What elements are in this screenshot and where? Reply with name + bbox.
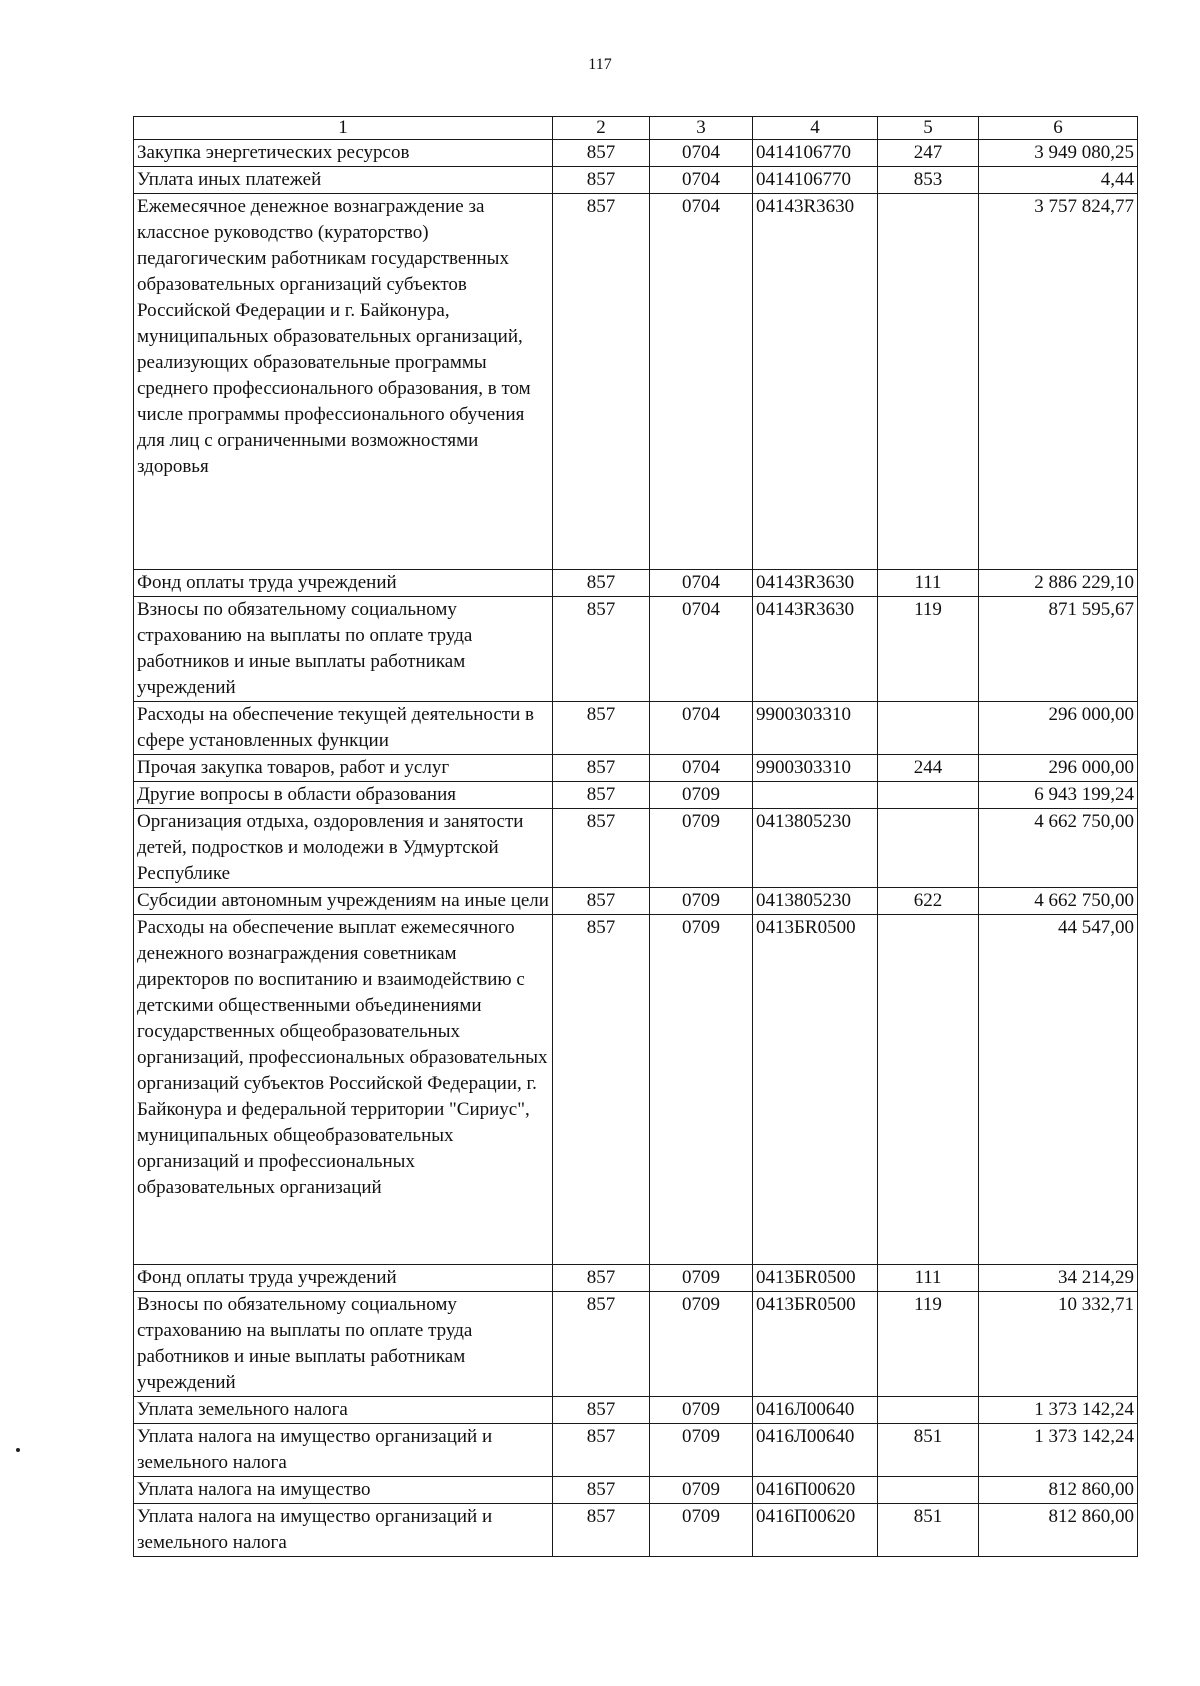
cell-c6: 4 662 750,00 [979,809,1138,888]
table-row [134,570,1138,597]
cell-c5 [878,194,979,570]
cell-c1: Уплата налога на имущество организаций и земельного налога [134,1504,553,1557]
cell-c3: 0709 [650,1292,753,1397]
header-cell: 5 [878,117,979,140]
cell-c4: 9900303310 [753,702,878,755]
cell-c4: 0416П00620 [753,1477,878,1504]
cell-c1: Субсидии автономным учреждениям на иные цели [134,888,553,915]
cell-c1: Другие вопросы в области образования [134,782,553,809]
cell-c6: 1 373 142,24 [979,1424,1138,1477]
cell-c4: 0413БR0500 [753,1265,878,1292]
cell-c1: Уплата иных платежей [134,167,553,194]
cell-c3: 0709 [650,1265,753,1292]
cell-c3: 0709 [650,1477,753,1504]
cell-c4: 9900303310 [753,755,878,782]
cell-c6: 2 886 229,10 [979,570,1138,597]
cell-c1: Организация отдыха, оздоровления и занятости детей, подростков и молодежи в Удмуртской Республике [134,809,553,888]
cell-c2: 857 [553,702,650,755]
header-cell: 6 [979,117,1138,140]
cell-c5 [878,1477,979,1504]
cell-c1: Ежемесячное денежное вознаграждение за классное руководство (кураторство) педагогическим работникам государственных образовательных организаций субъектов Российской Федерации и г. Байконура, муниципальных образовательных организаций, реализующих образовательные программы среднего профессионального образования, в том числе программы профессионального обучения для лиц с ограниченными возможностями здоровья [134,194,553,570]
cell-c3: 0709 [650,1504,753,1557]
table-row [134,782,1138,809]
page-number: 117 [588,56,612,73]
table-row [134,915,1138,1265]
cell-c2: 857 [553,570,650,597]
table-body [134,140,1138,1557]
cell-c4: 0414106770 [753,140,878,167]
table-row [134,167,1138,194]
cell-c4 [753,782,878,809]
table-row [134,194,1138,570]
cell-c2: 857 [553,1424,650,1477]
cell-c6: 10 332,71 [979,1292,1138,1397]
cell-c1: Уплата налога на имущество организаций и земельного налога [134,1424,553,1477]
cell-c6: 812 860,00 [979,1477,1138,1504]
cell-c6: 3 949 080,25 [979,140,1138,167]
cell-c6: 6 943 199,24 [979,782,1138,809]
cell-c5 [878,1397,979,1424]
cell-c1: Уплата земельного налога [134,1397,553,1424]
cell-c5: 119 [878,597,979,702]
table-row [134,1477,1138,1504]
cell-c1: Взносы по обязательному социальному страхованию на выплаты по оплате труда работников и иные выплаты работникам учреждений [134,597,553,702]
cell-c4: 0413805230 [753,809,878,888]
table-row [134,140,1138,167]
cell-c4: 0413805230 [753,888,878,915]
cell-c6: 44 547,00 [979,915,1138,1265]
cell-c1: Расходы на обеспечение выплат ежемесячного денежного вознаграждения советникам директоров по воспитанию и взаимодействию с детскими общественными объединениями государственных общеобразовательных организаций, профессиональных образовательных организаций субъектов Российской Федерации, г. Байконура и федеральной территории "Сириус", муниципальных общеобразовательных организаций и профессиональных образовательных организаций [134,915,553,1265]
cell-c2: 857 [553,1477,650,1504]
cell-c2: 857 [553,1292,650,1397]
cell-c5 [878,782,979,809]
table-row [134,1397,1138,1424]
cell-c6: 296 000,00 [979,702,1138,755]
cell-c2: 857 [553,1504,650,1557]
cell-c2: 857 [553,194,650,570]
cell-c3: 0704 [650,570,753,597]
cell-c5: 244 [878,755,979,782]
cell-c5: 111 [878,1265,979,1292]
cell-c2: 857 [553,167,650,194]
cell-c5: 851 [878,1424,979,1477]
table-row [134,1265,1138,1292]
cell-c6: 4,44 [979,167,1138,194]
cell-c1: Фонд оплаты труда учреждений [134,1265,553,1292]
cell-c4: 0413БR0500 [753,915,878,1265]
header-row [134,117,1138,140]
table-row [134,888,1138,915]
cell-c6: 1 373 142,24 [979,1397,1138,1424]
cell-c6: 34 214,29 [979,1265,1138,1292]
cell-c2: 857 [553,888,650,915]
table-row [134,755,1138,782]
cell-c2: 857 [553,140,650,167]
header-cell: 2 [553,117,650,140]
header-cell: 1 [134,117,553,140]
cell-c1: Фонд оплаты труда учреждений [134,570,553,597]
cell-c5 [878,915,979,1265]
cell-c5 [878,702,979,755]
cell-c3: 0704 [650,755,753,782]
table-row [134,702,1138,755]
cell-c2: 857 [553,809,650,888]
header-cell: 3 [650,117,753,140]
table-row [134,1292,1138,1397]
cell-c4: 0416Л00640 [753,1397,878,1424]
cell-c4: 0413БR0500 [753,1292,878,1397]
cell-c2: 857 [553,915,650,1265]
cell-c3: 0709 [650,1397,753,1424]
cell-c4: 04143R3630 [753,194,878,570]
cell-c4: 04143R3630 [753,597,878,702]
cell-c5: 622 [878,888,979,915]
cell-c5: 853 [878,167,979,194]
budget-table [133,116,1138,1557]
cell-c4: 04143R3630 [753,570,878,597]
cell-c3: 0709 [650,809,753,888]
cell-c3: 0704 [650,167,753,194]
cell-c1: Уплата налога на имущество [134,1477,553,1504]
cell-c3: 0709 [650,782,753,809]
table-row [134,597,1138,702]
cell-c3: 0704 [650,597,753,702]
cell-c5: 247 [878,140,979,167]
cell-c1: Прочая закупка товаров, работ и услуг [134,755,553,782]
table-row [134,1424,1138,1477]
cell-c1: Расходы на обеспечение текущей деятельности в сфере установленных функции [134,702,553,755]
cell-c3: 0704 [650,702,753,755]
cell-c4: 0414106770 [753,167,878,194]
cell-c6: 4 662 750,00 [979,888,1138,915]
cell-c4: 0416Л00640 [753,1424,878,1477]
cell-c1: Закупка энергетических ресурсов [134,140,553,167]
cell-c2: 857 [553,1265,650,1292]
cell-c3: 0704 [650,194,753,570]
cell-c2: 857 [553,782,650,809]
cell-c3: 0709 [650,1424,753,1477]
cell-c5: 119 [878,1292,979,1397]
cell-c5 [878,809,979,888]
cell-c5: 851 [878,1504,979,1557]
cell-c3: 0709 [650,888,753,915]
margin-dot [16,1448,20,1452]
cell-c3: 0704 [650,140,753,167]
cell-c6: 3 757 824,77 [979,194,1138,570]
cell-c3: 0709 [650,915,753,1265]
cell-c6: 812 860,00 [979,1504,1138,1557]
table-row [134,809,1138,888]
cell-c2: 857 [553,597,650,702]
cell-c4: 0416П00620 [753,1504,878,1557]
table-row [134,1504,1138,1557]
cell-c1: Взносы по обязательному социальному страхованию на выплаты по оплате труда работников и иные выплаты работникам учреждений [134,1292,553,1397]
cell-c2: 857 [553,1397,650,1424]
header-cell: 4 [753,117,878,140]
cell-c6: 871 595,67 [979,597,1138,702]
cell-c6: 296 000,00 [979,755,1138,782]
cell-c5: 111 [878,570,979,597]
cell-c2: 857 [553,755,650,782]
